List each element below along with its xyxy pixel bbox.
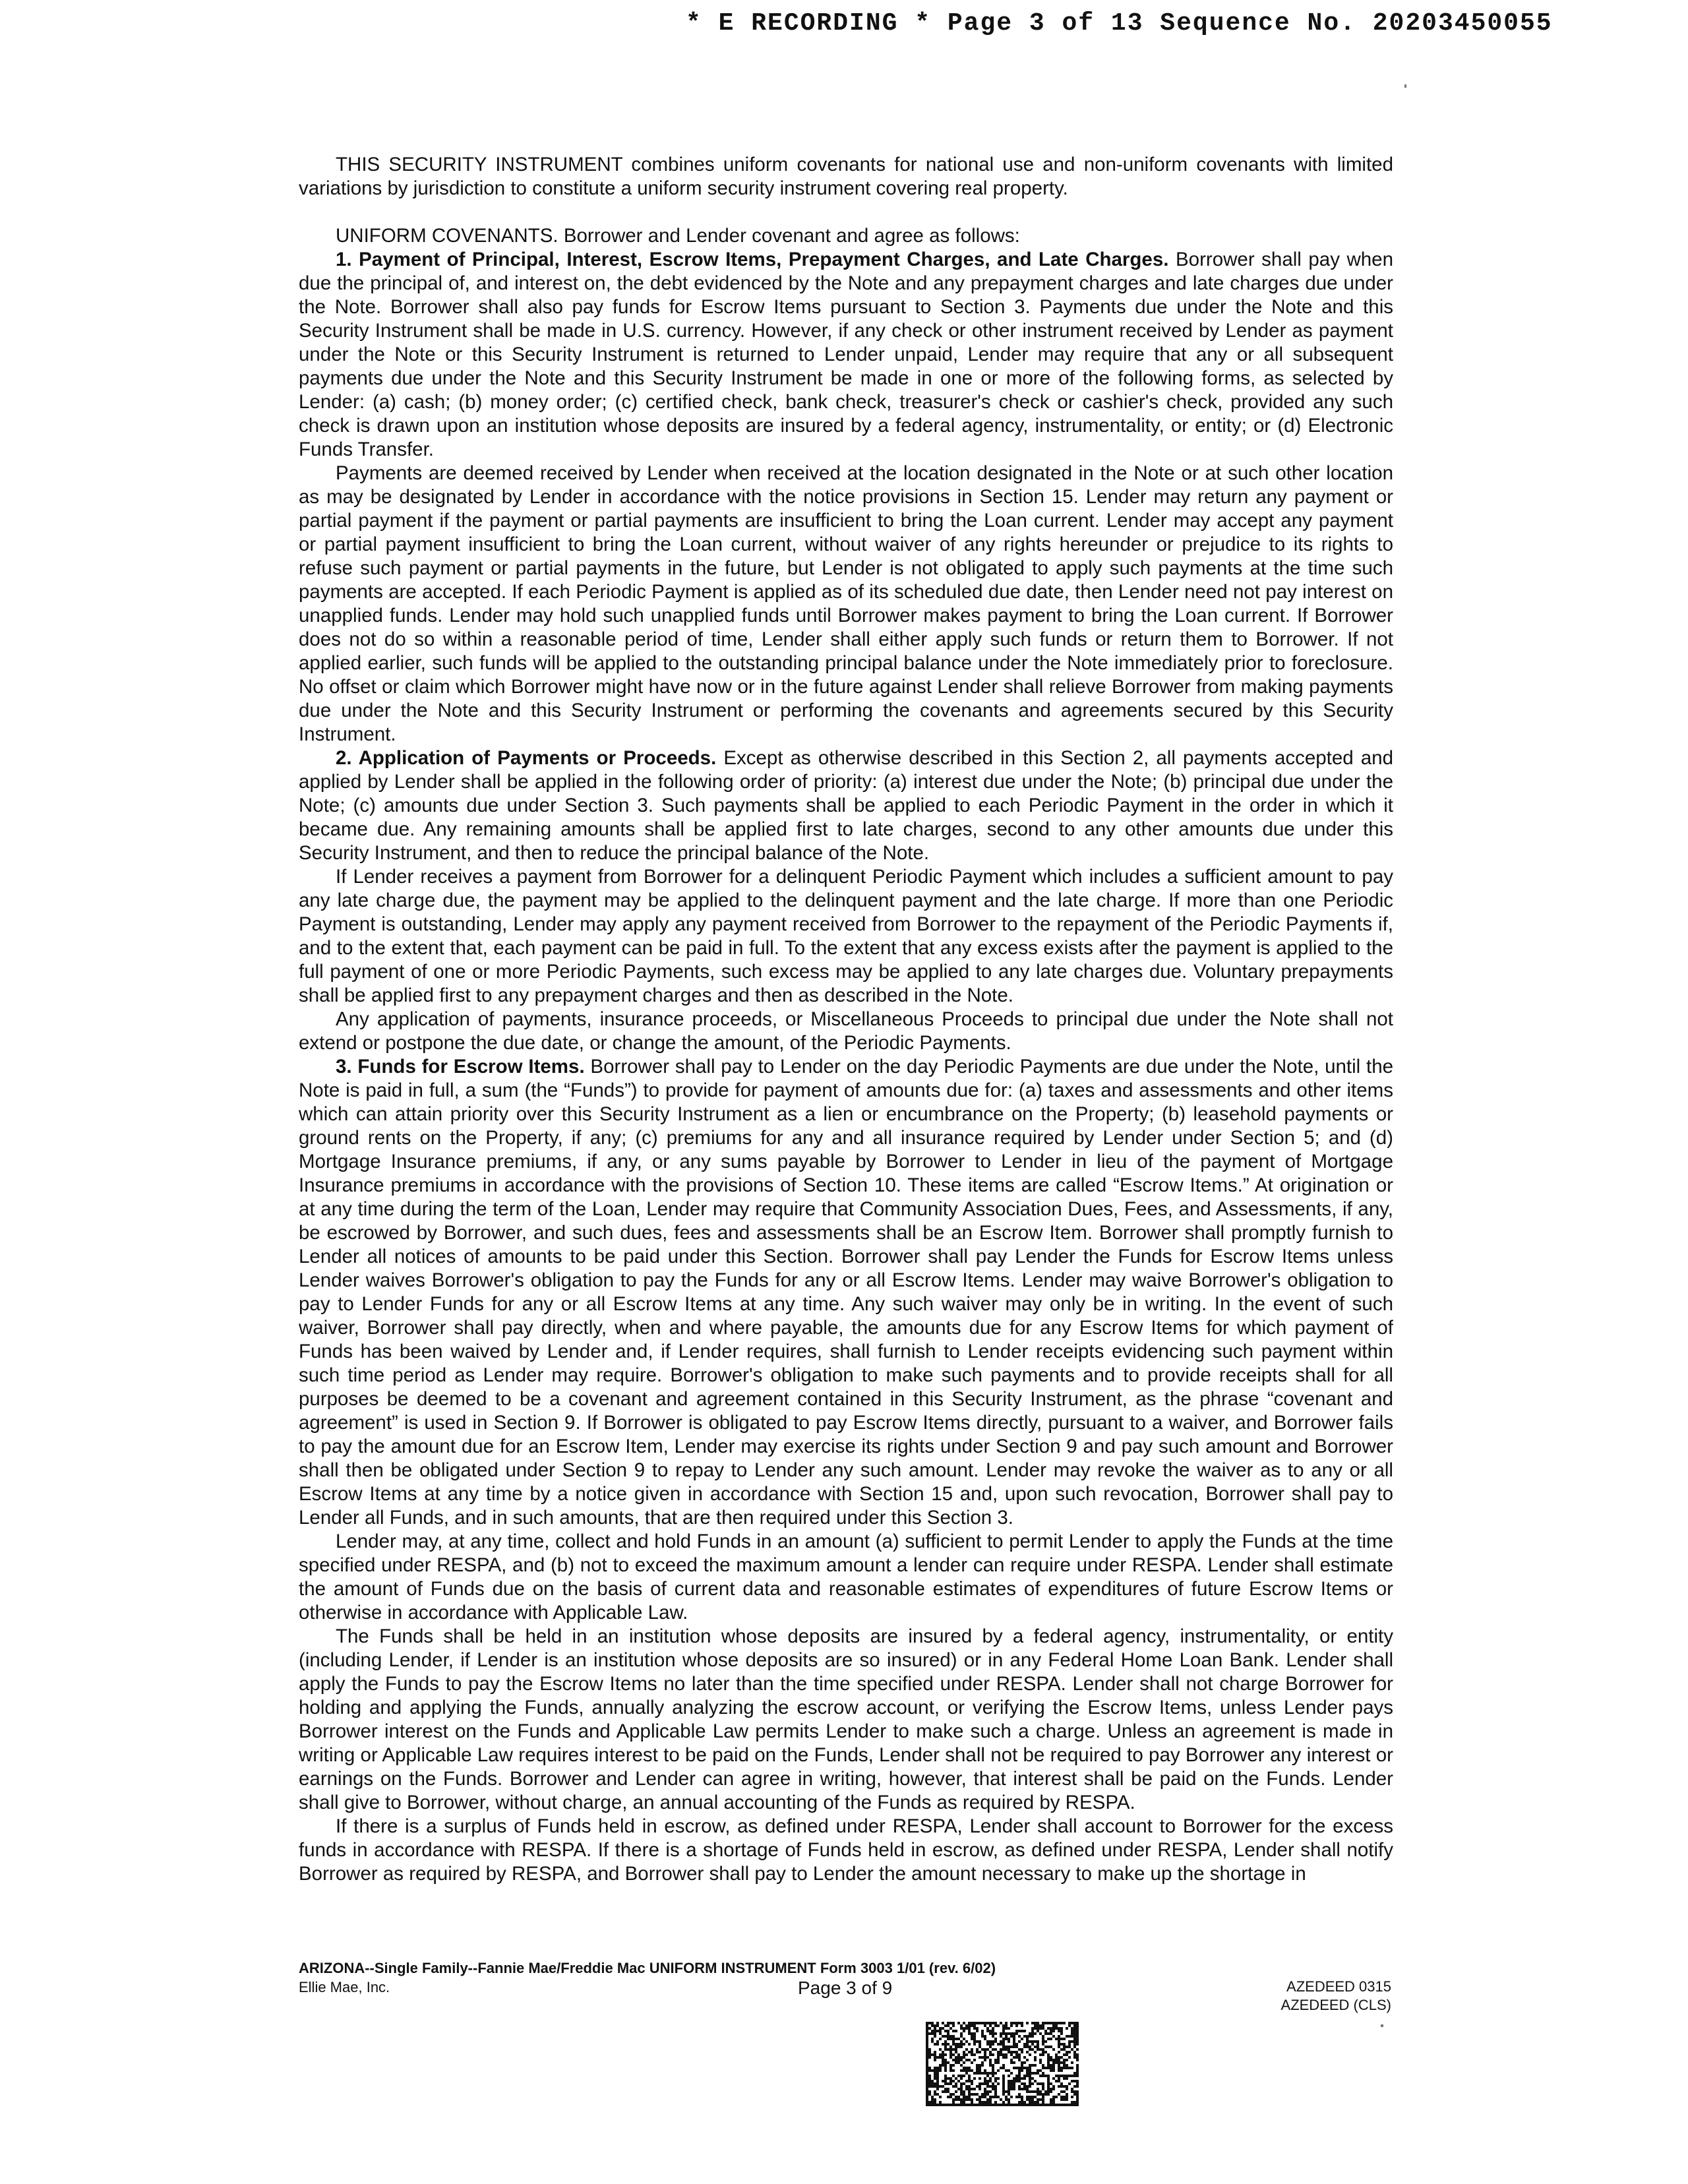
- section-2-paragraph-3: Any application of payments, insurance proceeds, or Miscellaneous Proceeds to principal due under the Note shall not extend or postpone the due date, or change the amount, of the Periodic Payments.: [299, 1008, 1393, 1054]
- document-body: [299, 153, 1393, 1886]
- section-2-text: Except as otherwise described in this Section 2, all payments accepted and applied by Lender shall be applied in the following order of priority: (a) interest due under the Note; (b) principal due under the Note; (c) amounts due under Section 3. Such payments shall be applied to each Periodic Payment in the order in which it became due. Any remaining amounts shall be applied first to late charges, second to any other amounts due under this Security Instrument, and then to reduce the principal balance of the Note.: [299, 747, 1393, 864]
- barcode-2d-icon: [926, 2022, 1079, 2106]
- footer-page-number: Page 3 of 9: [798, 1978, 893, 1998]
- section-3-paragraph: [299, 1055, 1393, 1530]
- intro-paragraph: THIS SECURITY INSTRUMENT combines uniform covenants for national use and non-uniform covenants with limited variations by jurisdiction to constitute a uniform security instrument covering real property.: [299, 154, 1393, 199]
- section-3-paragraph-4: If there is a surplus of Funds held in escrow, as defined under RESPA, Lender shall account to Borrower for the excess funds in accordance with RESPA. If there is a shortage of Funds held in escrow, as defined under RESPA, Lender shall notify Borrower as required by RESPA, and Borrower shall pay to Lender the amount necessary to make up the shortage in: [299, 1815, 1393, 1885]
- section-1-paragraph-2: Payments are deemed received by Lender when received at the location designated in the Note or at such other location as may be designated by Lender in accordance with the notice provisions in Section 15. Lender may return any payment or partial payment if the payment or partial payments are insufficient to bring the Loan current. Lender may accept any payment or partial payment insufficient to bring the Loan current, without waiver of any rights hereunder or prejudice to its rights to refuse such payment or partial payments in the future, but Lender is not obligated to apply such payments at the time such payments are accepted. If each Periodic Payment is applied as of its scheduled due date, then Lender need not pay interest on unapplied funds. Lender may hold such unapplied funds until Borrower makes payment to bring the Loan current. If Borrower does not do so within a reasonable period of time, Lender shall either apply such funds or return them to Borrower. If not applied earlier, such funds will be applied to the outstanding principal balance under the Note immediately prior to foreclosure. No offset or claim which Borrower might have now or in the future against Lender shall relieve Borrower from making payments due under the Note and this Security Instrument or performing the covenants and agreements secured by this Security Instrument.: [299, 462, 1393, 745]
- footer-form-line: ARIZONA--Single Family--Fannie Mae/Freddie Mac UNIFORM INSTRUMENT Form 3003 1/01 (rev. 6/02): [299, 1960, 996, 1976]
- scan-speck: [1381, 2024, 1383, 2027]
- section-3-paragraph-3: The Funds shall be held in an institution whose deposits are insured by a federal agency, instrumentality, or entity (including Lender, if Lender is an institution whose deposits are so insured) or in any Federal Home Loan Bank. Lender shall apply the Funds to pay the Escrow Items no later than the time specified under RESPA. Lender shall not charge Borrower for holding and applying the Funds, annually analyzing the escrow account, or verifying the Escrow Items, unless Lender pays Borrower interest on the Funds and Applicable Law permits Lender to make such a charge. Unless an agreement is made in writing or Applicable Law requires interest to be paid on the Funds, Lender shall not be required to pay Borrower any interest or earnings on the Funds. Borrower and Lender can agree in writing, however, that interest shall be paid on the Funds. Lender shall give to Borrower, without charge, an annual accounting of the Funds as required by RESPA.: [299, 1625, 1393, 1813]
- section-2-paragraph: [299, 746, 1393, 865]
- section-1-text: Borrower shall pay when due the principal of, and interest on, the debt evidenced by the Note and any prepayment charges and late charges due under the Note. Borrower shall also pay funds for Escrow Items pursuant to Section 3. Payments due under the Note and this Security Instrument shall be made in U.S. currency. However, if any check or other instrument received by Lender as payment under the Note or this Security Instrument is returned to Lender unpaid, Lender may require that any or all subsequent payments due under the Note and this Security Instrument be made in one or more of the following forms, as selected by Lender: (a) cash; (b) money order; (c) certified check, bank check, treasurer's check or cashier's check, provided any such check is drawn upon an institution whose deposits are insured by a federal agency, instrumentality, or entity; or (d) Electronic Funds Transfer.: [299, 249, 1393, 460]
- footer-form-codes: [1240, 1978, 1391, 2015]
- footer-code-1: AZEDEED 0315: [1286, 1978, 1391, 1995]
- section-2-heading: 2. Application of Payments or Proceeds.: [336, 747, 717, 769]
- section-1-paragraph: [299, 248, 1393, 462]
- section-3-heading: 3. Funds for Escrow Items.: [336, 1056, 585, 1077]
- uniform-covenants-paragraph: UNIFORM COVENANTS. Borrower and Lender covenant and agree as follows:: [336, 225, 1020, 247]
- section-3-text: Borrower shall pay to Lender on the day Periodic Payments are due under the Note, until the Note is paid in full, a sum (the “Funds”) to provide for payment of amounts due for: (a) taxes and assessments and other items which can attain priority over this Security Instrument as a lien or encumbrance on the Property; (b) leasehold payments or ground rents on the Property, if any; (c) premiums for any and all insurance required by Lender under Section 5; and (d) Mortgage Insurance premiums, if any, or any sums payable by Borrower to Lender in lieu of the payment of Mortgage Insurance premiums in accordance with the provisions of Section 10. These items are called “Escrow Items.” At origination or at any time during the term of the Loan, Lender may require that Community Association Dues, Fees, and Assessments, if any, be escrowed by Borrower, and such dues, fees and assessments shall be an Escrow Item. Borrower shall promptly furnish to Lender all notices of amounts to be paid under this Section. Borrower shall pay Lender the Funds for Escrow Items unless Lender waives Borrower's obligation to pay the Funds for any or all Escrow Items. Lender may waive Borrower's obligation to pay to Lender Funds for any or all Escrow Items at any time. Any such waiver may only be in writing. In the event of such waiver, Borrower shall pay directly, when and where payable, the amounts due for any Escrow Items for which payment of Funds has been waived by Lender and, if Lender requires, shall furnish to Lender receipts evidencing such payment within such time period as Lender may require. Borrower's obligation to make such payments and to provide receipts shall for all purposes be deemed to be a covenant and agreement contained in this Security Instrument, as the phrase “covenant and agreement” is used in Section 9. If Borrower is obligated to pay Escrow Items directly, pursuant to a waiver, and Borrower fails to pay the amount due for an Escrow Item, Lender may exercise its rights under Section 9 and pay such amount and Borrower shall then be obligated under Section 9 to repay to Lender any such amount. Lender may revoke the waiver as to any or all Escrow Items at any time by a notice given in accordance with Section 15 and, upon such revocation, Borrower shall pay to Lender all Funds, and in such amounts, that are then required under this Section 3.: [299, 1056, 1394, 1529]
- section-2-paragraph-2: If Lender receives a payment from Borrower for a delinquent Periodic Payment which includes a sufficient amount to pay any late charge due, the payment may be applied to the delinquent payment and the late charge. If more than one Periodic Payment is outstanding, Lender may apply any payment received from Borrower to the repayment of the Periodic Payments if, and to the extent that, each payment can be paid in full. To the extent that any excess exists after the payment is applied to the full payment of one or more Periodic Payments, such excess may be applied to any late charges due. Voluntary prepayments shall be applied first to any prepayment charges and then as described in the Note.: [299, 866, 1393, 1006]
- footer-vendor: Ellie Mae, Inc.: [299, 1979, 390, 1995]
- footer-code-2: AZEDEED (CLS): [1281, 1997, 1391, 2013]
- recording-header: * E RECORDING * Page 3 of 13 Sequence No. 20203450055: [686, 9, 1553, 38]
- section-3-paragraph-2: Lender may, at any time, collect and hold Funds in an amount (a) sufficient to permit Lender to apply the Funds at the time specified under RESPA, and (b) not to exceed the maximum amount a lender can require under RESPA. Lender shall estimate the amount of Funds due on the basis of current data and reasonable estimates of expenditures of future Escrow Items or otherwise in accordance with Applicable Law.: [299, 1531, 1393, 1623]
- scan-speck: [1404, 84, 1406, 88]
- section-1-heading: 1. Payment of Principal, Interest, Escrow Items, Prepayment Charges, and Late Charges.: [336, 249, 1169, 270]
